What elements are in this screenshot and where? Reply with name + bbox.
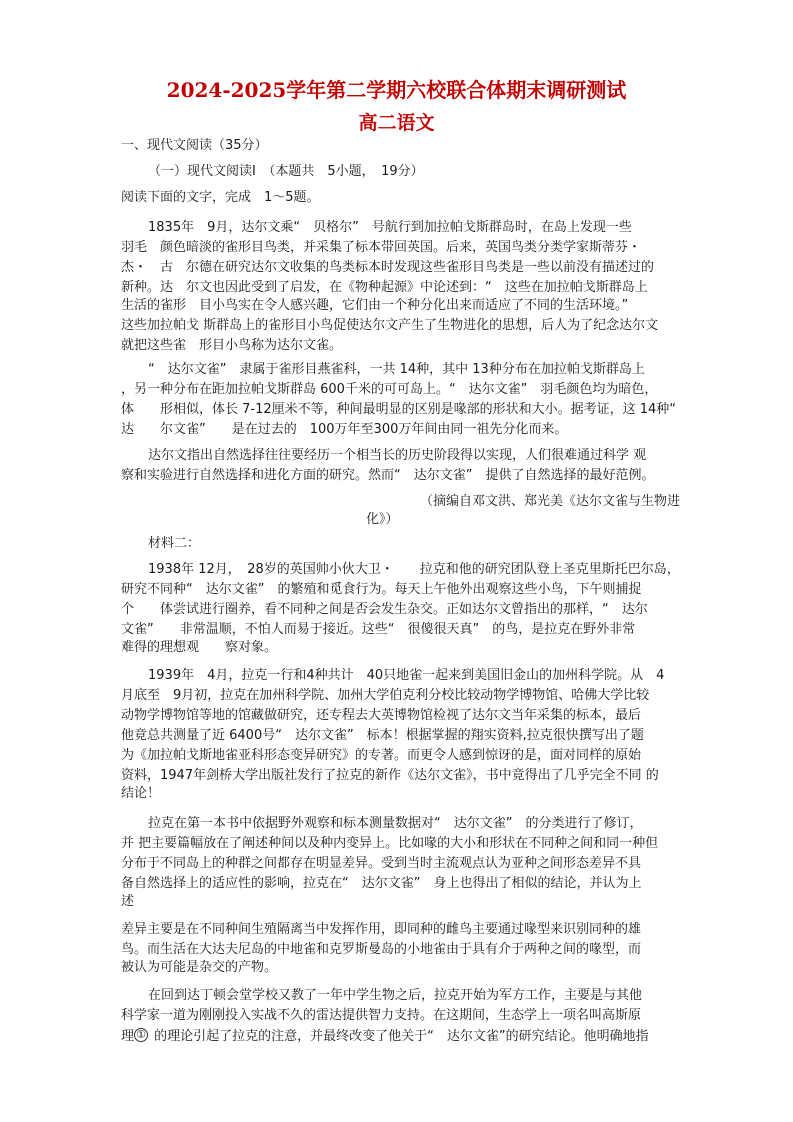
paragraph-line: 备自然选择上的适应性的影响，拉克在“ 达尔文雀” 身上也得出了相似的结论，并认为上 (121, 876, 642, 891)
paragraph-line: 1938年 12月， 28岁的英国帅小伙大卫・ 拉克和他的研究团队登上圣克里斯托巴尔岛， (148, 562, 680, 577)
paragraph-line: 杰・ 古 尔德在研究达尔文收集的鸟类标本时发现这些雀形目鸟类是一些以前没有描述过的 (121, 260, 655, 275)
paragraph-line: 被认为可能是杂交的产物。 (121, 960, 278, 975)
source-citation: （摘编自邓文洪、郑光美《达尔文雀与生物进 (420, 494, 681, 509)
paragraph-line: 动物学博物馆等地的馆藏做研究，还专程去大英博物馆检视了达尔文当年采集的标本，最后 (121, 708, 642, 723)
paragraph-line: 达尔文指出自然选择往往要经历一个相当长的历史阶段得以实现，人们很难通过科学 观 (148, 448, 647, 463)
paragraph-line: 1835年 9月，达尔文乘“ 贝格尔” 号航行到加拉帕戈斯群岛时，在岛上发现一些 (148, 220, 632, 235)
paragraph-line: ，另一种分布在距加拉帕戈斯群岛 600千米的可可岛上。“ 达尔文雀” 羽毛颜色均为暗色， (121, 382, 658, 397)
paragraph-line: 在回到达丁顿会堂学校又教了一年中学生物之后，拉克开始为军方工作，主要是与其他 (148, 988, 643, 1003)
paragraph-line: 鸟。而生活在大达夫尼岛的中地雀和克罗斯曼岛的小地雀由于具有介于两种之间的喙型，而 (121, 942, 642, 957)
paragraph-line: 新种。达 尔文也因此受到了启发，在《物种起源》中论述到：“ 这些在加拉帕戈斯群岛上 (121, 280, 648, 295)
footnote-marker[interactable]: ① (134, 1028, 148, 1042)
paragraph-line: 并 把主要篇幅放在了阐述种间以及种内变异上。比如喙的大小和形状在不同种之间和同一种但 (121, 836, 659, 851)
paragraph-line: 资料，1947年剑桥大学出版社发行了拉克的新作《达尔文雀》，书中竟得出了几乎完全不同 的 (121, 768, 659, 783)
paragraph-line (121, 1028, 649, 1045)
paragraph-line: 这些加拉帕戈 斯群岛上的雀形目小鸟促使达尔文产生了生物进化的思想，后人为了纪念达尔文 (121, 318, 659, 333)
paragraph-line: 为《加拉帕戈斯地雀亚科形态变异研究》的专著。而更令人感到惊讶的是，面对同样的原始 (121, 748, 642, 763)
paragraph-text: 的理论引起了拉克的注意，并最终改变了他关于“ 达尔文雀”的研究结论。他明确地指 (150, 1029, 649, 1044)
paragraph-line: 他竟总共测量了近 6400号“ 达尔文雀” 标本！根据掌握的翔实资料,拉克很快撰写出了题 (121, 728, 644, 743)
paragraph-line: 述 (121, 894, 135, 909)
paragraph-line: 个 体尝试进行圈养，看不同种之间是否会发生杂交。正如达尔文曾指出的那样，“ 达尔 (121, 602, 648, 617)
material-label: 材料二： (148, 536, 201, 551)
paragraph-line: 分布于不同岛上的种群之间都存在明显差异。受到当时主流观点认为亚种之间形态差异不具 (121, 856, 642, 871)
instruction-text: 阅读下面的文字，完成 1～5题。 (121, 190, 320, 205)
paragraph-line: 难得的理想观 察对象。 (121, 640, 278, 655)
paragraph-line: 拉克在第一本书中依据野外观察和标本测量数据对“ 达尔文雀” 的分类进行了修订， (148, 816, 643, 831)
paragraph-line: 察和实验进行自然选择和进化方面的研究。然而“ 达尔文雀” 提供了自然选择的最好范例。 (121, 468, 655, 483)
page-subtitle: 高二语文 (358, 112, 435, 134)
paragraph-text: 理 (121, 1029, 135, 1044)
subsection-heading: （一）现代文阅读Ⅰ （本题共 5小题， 19分） (148, 164, 424, 179)
source-citation: 化》） (366, 512, 399, 527)
paragraph-line: 差异主要是在不同种间生殖隔离当中发挥作用，即同种的雌鸟主要通过喙型来识别同种的雄 (121, 922, 642, 937)
paragraph-line: 体 形相似，体长 7-12厘米不等，种间最明显的区别是喙部的形状和大小。据考证，这 14种“ (121, 402, 677, 417)
paragraph-line: “ 达尔文雀” 隶属于雀形目燕雀科，一共 14种，其中 13种分布在加拉帕戈斯群岛上 (148, 362, 645, 377)
paragraph-line: 1939年 4月，拉克一行和4种共计 40只地雀一起来到美国旧金山的加州科学院。从 4 (148, 668, 665, 683)
paragraph-line: 研究不同种“ 达尔文雀” 的繁殖和觅食行为。每天上午他外出观察这些小鸟，下午则捕捉 (121, 582, 642, 597)
paragraph-line: 文雀” 非常温顺，不怕人而易于接近。这些“ 很傻很天真” 的鸟，是拉克在野外非常 (121, 622, 636, 637)
paragraph-line: 羽毛 颜色暗淡的雀形目鸟类，并采集了标本带回英国。后来，英国鸟类分类学家斯蒂芬・ (121, 240, 642, 255)
paragraph-line: 生活的雀形 目小鸟实在令人感兴趣，它们由一个种分化出来而适应了不同的生活环境。” (121, 298, 629, 313)
paragraph-line: 科学家一道为刚刚投入实战不久的雷达提供智力支持。在这期间，生态学上一项名叫高斯原 (121, 1008, 642, 1023)
section-heading: 一、现代文阅读（35分） (121, 138, 268, 153)
paragraph-line: 结论！ (121, 786, 161, 801)
paragraph-line: 达 尔文雀” 是在过去的 100万年至300万年间由同一祖先分化而来。 (121, 422, 568, 437)
paragraph-line: 月底至 9月初，拉克在加州科学院、加州大学伯克利分校比较动物学博物馆、哈佛大学比较 (121, 688, 650, 703)
page-title: 2024-2025学年第二学期六校联合体期末调研测试 (166, 78, 627, 102)
paragraph-line: 就把这些雀 形目小鸟称为达尔文雀。 (121, 338, 343, 353)
